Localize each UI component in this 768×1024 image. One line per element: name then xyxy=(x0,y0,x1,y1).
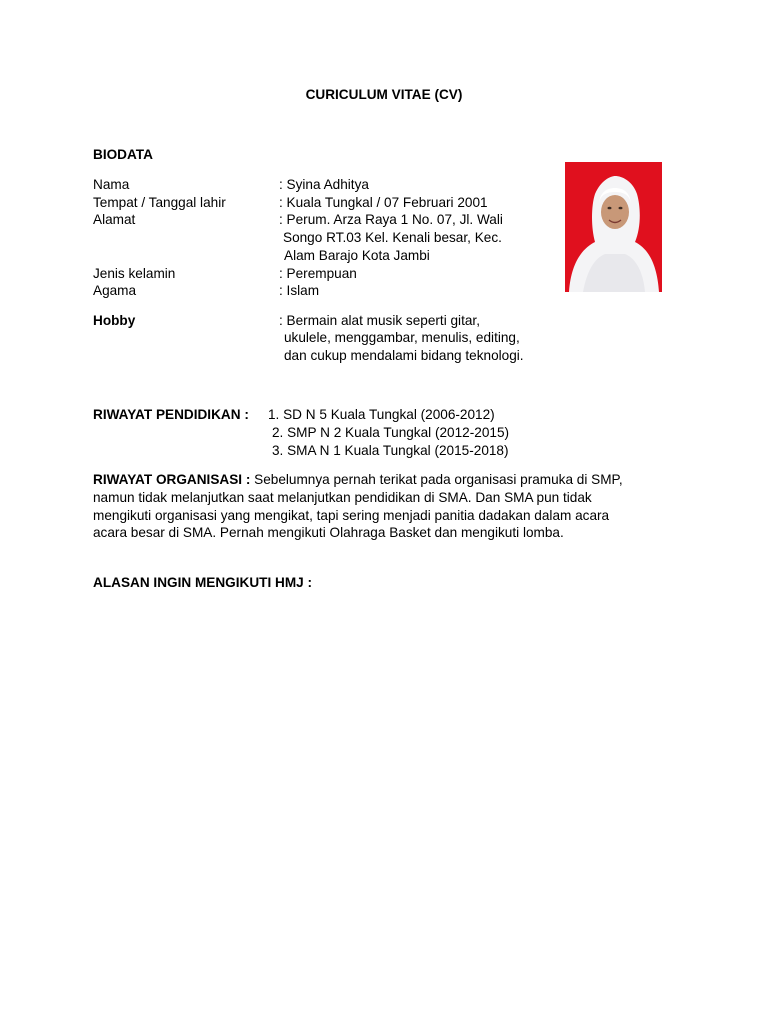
label-alamat: Alamat xyxy=(93,212,136,227)
label-jenis-kelamin: Jenis kelamin xyxy=(93,265,176,281)
value-hobby-line-2: ukulele, menggambar, menulis, editing, xyxy=(284,330,520,345)
value-alamat-line-3: Alam Barajo Kota Jambi xyxy=(284,247,430,263)
portrait-photo xyxy=(565,162,662,292)
value-nama: : Syina Adhitya xyxy=(279,177,369,192)
value-jenis-kelamin: : Perempuan xyxy=(279,265,357,281)
label-agama: Agama xyxy=(93,283,137,298)
label-ttl: Tempat / Tanggal lahir xyxy=(93,194,226,210)
biodata-heading: BIODATA xyxy=(93,147,153,162)
value-hobby-line-3: dan cukup mendalami bidang teknologi. xyxy=(284,348,524,363)
label-nama: Nama xyxy=(93,177,130,192)
label-hobby: Hobby xyxy=(93,312,136,328)
value-alamat-line-1: : Perum. Arza Raya 1 No. 07, Jl. Wali xyxy=(279,212,503,227)
reason-heading: ALASAN INGIN MENGIKUTI HMJ : xyxy=(93,575,313,590)
organization-heading: RIWAYAT ORGANISASI : xyxy=(93,472,251,487)
value-alamat-line-2: Songo RT.03 Kel. Kenali besar, Kec. xyxy=(283,230,502,245)
value-agama: : Islam xyxy=(279,283,320,298)
education-item-3: 3. SMA N 1 Kuala Tungkal (2015-2018) xyxy=(272,442,509,458)
education-heading: RIWAYAT PENDIDIKAN : xyxy=(93,407,249,422)
page-title: CURICULUM VITAE (CV) xyxy=(305,87,463,102)
organization-paragraph xyxy=(93,471,625,542)
education-item-2: 2. SMP N 2 Kuala Tungkal (2012-2015) xyxy=(272,425,510,440)
value-hobby-line-1: : Bermain alat musik seperti gitar, xyxy=(279,312,480,328)
value-ttl: : Kuala Tungkal / 07 Februari 2001 xyxy=(279,194,488,210)
education-item-1: 1. SD N 5 Kuala Tungkal (2006-2012) xyxy=(268,407,495,422)
organization-text: Sebelumnya pernah terikat pada organisasi pramuka di SMP, namun tidak melanjutkan saat melanjutkan pendidikan di SMA. Dan SMA pun tidak mengikuti organisasi yang mengikat, tapi sering menjadi panitia dadakan dalam acara acara besar di SMA. Pernah mengikuti Olahraga Basket dan mengikuti lomba. xyxy=(93,472,623,541)
